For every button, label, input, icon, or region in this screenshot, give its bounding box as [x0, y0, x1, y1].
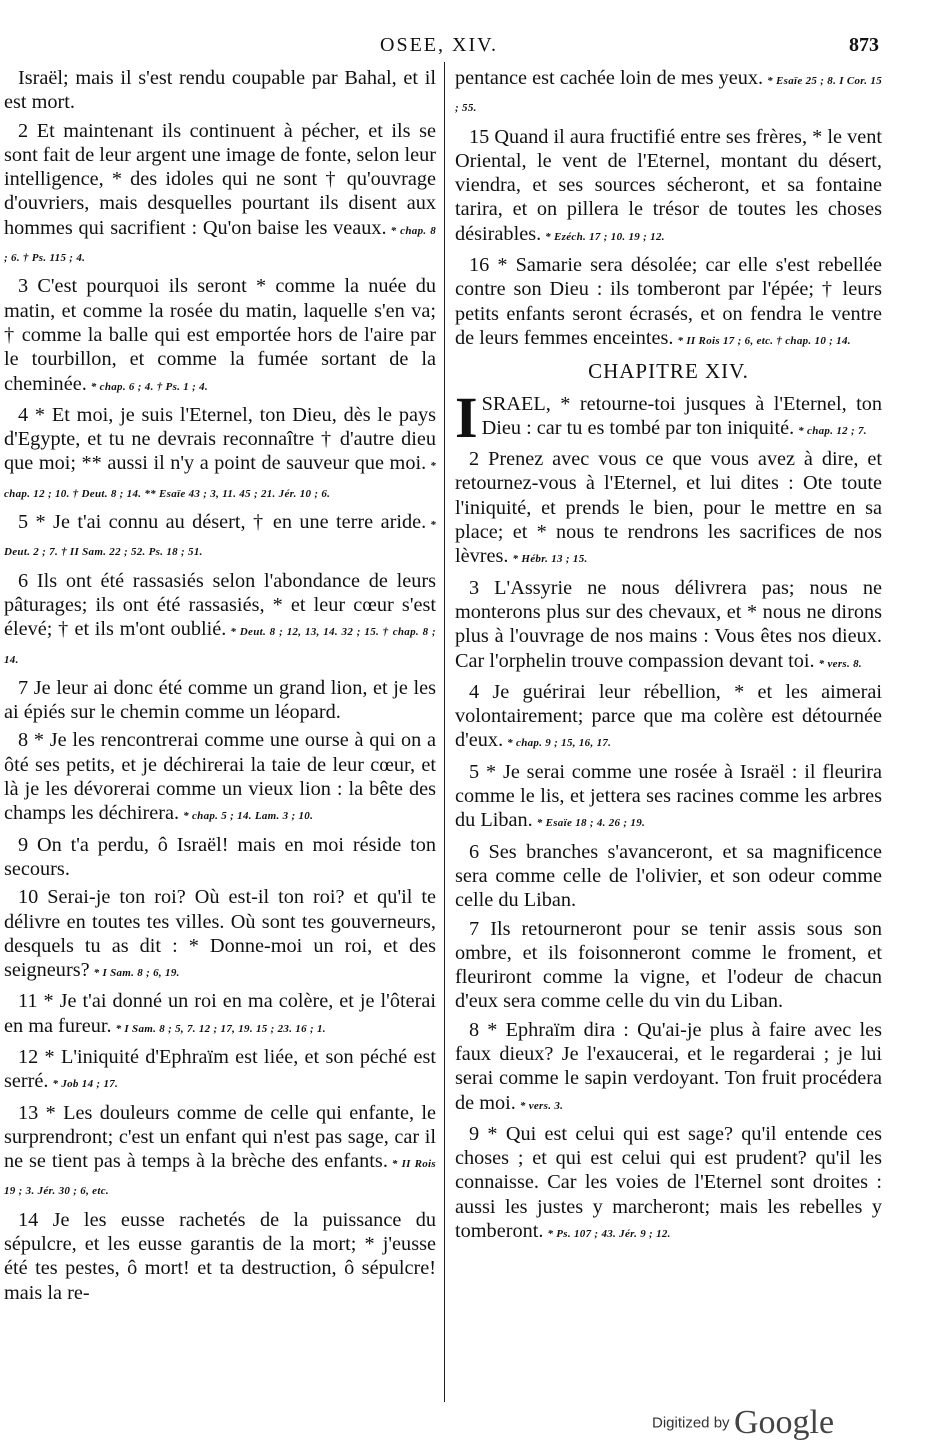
verse-text: 8 * Ephraïm dira : Qu'ai-je plus à faire avec les faux dieux? Je l'exaucerai, et le regarderai ; je lui serai comme le sapin verdoyant. Ton fruit procédera de moi. — [455, 1018, 882, 1114]
verse — [4, 676, 436, 725]
verse — [455, 447, 882, 571]
verse-text: 4 * Et moi, je suis l'Eternel, ton Dieu, dès le pays d'Egypte, et tu ne devrais reconnaître † d'autre dieu que moi; ** aussi il n'y a point de sauveur que moi. — [4, 403, 436, 475]
verse-text: 6 Ils ont été rassasiés selon l'abondance de leurs pâturages; ils ont été rassasiés, * et leur cœur s'est élevé; † et ils m'ont oublié. — [4, 569, 436, 641]
verse — [4, 119, 436, 271]
verse-text: 7 Ils retourneront pour se tenir assis sous son ombre, et ils foisonneront comme le froment, et fleuriront comme la vigne, et l'odeur de chacun d'eux sera comme celle du vin du Liban. — [455, 917, 882, 1013]
verse — [455, 760, 882, 836]
verse — [455, 66, 882, 121]
verse — [455, 917, 882, 1014]
drop-cap: I — [455, 384, 478, 450]
cross-reference: * Hébr. 13 ; 15. — [512, 553, 588, 566]
cross-reference: * vers. 8. — [818, 657, 862, 670]
verse — [4, 510, 436, 565]
verse-text: 10 Serai-je ton roi? Où est-il ton roi? et qu'il te délivre en toutes tes villes. Où sont tes gouverneurs, desquels tu as dit : * Donne-moi un roi, et des seigneurs? — [4, 886, 436, 982]
verse — [455, 125, 882, 249]
verse-text: pentance est cachée loin de mes yeux. — [455, 67, 764, 89]
verse — [4, 66, 436, 115]
verse — [4, 728, 436, 828]
verse — [455, 840, 882, 913]
verse-text: 7 Je leur ai donc été comme un grand lion, et je les ai épiés sur le chemin comme un léopard. — [4, 676, 436, 724]
watermark-prefix: Digitized by — [652, 1414, 730, 1432]
cross-reference: * I Sam. 8 ; 6, 19. — [93, 967, 180, 980]
verse-text: 13 * Les douleurs comme de celle qui enfante, le surprendront; c'est un enfant qui n'est pas sage, car il ne se tient pas à temps à la brèche des enfants. — [4, 1101, 436, 1173]
google-logo: Google — [734, 1404, 835, 1441]
column-divider — [444, 62, 445, 1402]
verse-text: Israël; mais il s'est rendu coupable par Bahal, et il est mort. — [4, 67, 436, 114]
cross-reference: * Deut. 8 ; 12, 13, 14. 32 ; 15. † chap. 8 ; 14. — [4, 626, 436, 666]
verse-text: 16 * Samarie sera désolée; car elle s'est rebellée contre son Dieu : ils tomberont par l'épée; † leurs petits enfants seront écrasés, et on fendra le ventre de leurs femmes enceintes. — [455, 254, 882, 349]
cross-reference: * I Sam. 8 ; 5, 7. 12 ; 17, 19. 15 ; 23. 16 ; 1. — [115, 1022, 326, 1035]
cross-reference: * Deut. 2 ; 7. † II Sam. 22 ; 52. Ps. 18 ; 51. — [4, 519, 436, 559]
verse — [4, 1045, 436, 1097]
verse — [455, 253, 882, 353]
verse-text: 12 * L'iniquité d'Ephraïm est liée, et son péché est serré. — [4, 1045, 436, 1093]
cross-reference: * II Rois 17 ; 6, etc. † chap. 10 ; 14. — [677, 334, 851, 347]
cross-reference: * Esaïe 25 ; 8. I Cor. 15 ; 55. — [455, 75, 882, 115]
verse — [4, 833, 436, 882]
cross-reference: * chap. 12 ; 10. † Deut. 8 ; 14. ** Esaïe 43 ; 3, 11. 45 ; 21. Jér. 10 ; 6. — [4, 460, 436, 500]
running-title: OSEE, XIV. — [380, 34, 498, 56]
verse — [4, 569, 436, 672]
page-header — [0, 34, 951, 60]
digitized-watermark — [652, 1404, 834, 1442]
verse — [455, 680, 882, 756]
verse-text: 6 Ses branches s'avanceront, et sa magnificence sera comme celle de l'olivier, et son odeur comme celle du Liban. — [455, 840, 882, 912]
verse-text: 5 * Je serai comme une rosée à Israël : il fleurira comme le lis, et jettera ses racines comme les arbres du Liban. — [455, 760, 882, 832]
cross-reference: * Ps. 107 ; 43. Jér. 9 ; 12. — [547, 1228, 671, 1241]
page-number: 873 — [849, 34, 879, 56]
chapter-heading: CHAPITRE XIV. — [588, 359, 749, 384]
verse — [455, 1122, 882, 1246]
right-column-top — [455, 66, 882, 353]
verse — [455, 576, 882, 676]
left-column — [4, 66, 436, 1309]
verse-text: 3 L'Assyrie ne nous délivrera pas; nous ne monterons plus sur des chevaux, et * nous ne dirons plus à l'ouvrage de nos mains : Vous êtes nos dieux. Car l'orphelin trouve compassion devant toi. — [455, 576, 882, 672]
right-column — [455, 66, 882, 1250]
verse-text: 9 * Qui est celui qui est sage? qu'il entende ces choses ; et qui est celui qui est prudent? qu'il les connaisse. Car les voies de l'Eternel sont droites : aussi les justes y marcheront; mais les rebelles y tomberont. — [455, 1122, 882, 1243]
verse-text: 2 Et maintenant ils continuent à pécher, et ils se sont fait de leur argent une image de fonte, selon leur intelligence, * des idoles qui ne sont † qu'ouvrage d'ouvriers, mais desquelles pourtant ils disent aux hommes qui sacrifient : Qu'on baise les veaux. — [4, 119, 436, 239]
verse-text: 11 * Je t'ai donné un roi en ma colère, et je l'ôterai en ma fureur. — [4, 990, 436, 1037]
cross-reference: * II Rois 19 ; 3. Jér. 30 ; 6, etc. — [4, 1158, 436, 1198]
verse-text: 2 Prenez avec vous ce que vous avez à dire, et retournez-vous à l'Eternel, et lui dites : Ote toute l'iniquité, et prends le bien, pour le mettre en sa place; et * nous te rendrons les sacrifices de nos lèvres. — [455, 448, 882, 568]
verse-text: 15 Quand il aura fructifié entre ses frères, * le vent Oriental, le vent de l'Eternel, montant du désert, viendra, et ses sources sécheront, et sa fontaine tarira, et on pillera le trésor de toutes les choses désirables. — [455, 125, 882, 245]
cross-reference: * Ezéch. 17 ; 10. 19 ; 12. — [545, 230, 665, 243]
verse-text: SRAEL, * retourne-toi jusques à l'Eternel, ton Dieu : car tu es tombé par ton iniquité. — [481, 392, 882, 439]
verse-text: 4 Je guérirai leur rébellion, * et les aimerai volontairement; parce que ma colère est détournée d'eux. — [455, 680, 882, 752]
verse-text: 5 * Je t'ai connu au désert, † en une terre aride. — [18, 511, 427, 534]
cross-reference: * chap. 12 ; 7. — [798, 424, 867, 437]
right-column-bottom — [455, 447, 882, 1246]
cross-reference: * Job 14 ; 17. — [52, 1078, 119, 1091]
cross-reference: * chap. 5 ; 14. Lam. 3 ; 10. — [183, 810, 314, 823]
cross-reference: * chap. 9 ; 15, 16, 17. — [507, 737, 612, 750]
verse-text: 8 * Je les rencontrerai comme une ourse à qui on a ôté ses petits, et je déchirerai la taie de leur cœur, et là je les dévorerai comme un vieux lion : la bête des champs les déchirera. — [4, 729, 436, 825]
cross-reference: * chap. 6 ; 4. † Ps. 1 ; 4. — [90, 380, 208, 393]
verse — [4, 1101, 436, 1204]
cross-reference: * Esaïe 18 ; 4. 26 ; 19. — [536, 817, 646, 830]
verse-text: 9 On t'a perdu, ô Israël! mais en moi réside ton secours. — [4, 833, 436, 880]
verse-text: 14 Je les eusse rachetés de la puissance du sépulcre, et les eusse garantis de la mort; * j'eusse été tes pestes, ô mort! et ta destruction, ô sépulcre! mais la re- — [4, 1208, 436, 1304]
verse — [4, 989, 436, 1041]
verse — [4, 885, 436, 985]
verse — [4, 403, 436, 506]
cross-reference: * chap. 8 ; 6. † Ps. 115 ; 4. — [4, 224, 436, 265]
verse — [4, 1208, 436, 1305]
cross-reference: * vers. 3. — [519, 1099, 564, 1112]
verse — [4, 274, 436, 398]
chapter-first-verse — [455, 384, 882, 450]
verse-text: 3 C'est pourquoi ils seront * comme la nuée du matin, et comme la rosée du matin, laquelle s'en va; † comme la balle qui est emportée hors de l'aire par le tourbillon, et comme la fumée sortant de la cheminée. — [4, 275, 436, 395]
verse — [455, 1018, 882, 1118]
